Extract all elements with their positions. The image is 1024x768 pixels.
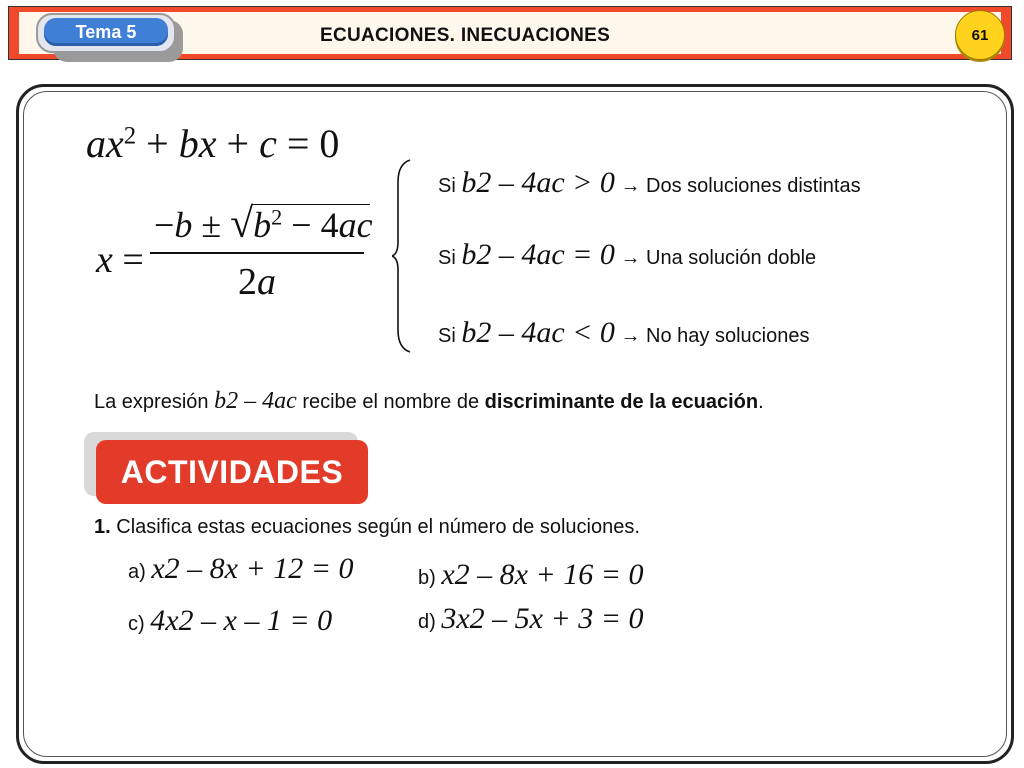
exercise-equation: 4x2 – x – 1 = 0 bbox=[150, 604, 333, 637]
general-equation: $ax^2$ + bx + c = 0 bbox=[86, 121, 340, 166]
fraction-bar bbox=[150, 252, 364, 254]
exercise-c bbox=[128, 604, 332, 638]
exercise-b bbox=[418, 558, 643, 592]
exercise-letter: b) bbox=[418, 567, 436, 589]
discriminant-middle: recibe el nombre de bbox=[302, 391, 480, 413]
exercise-equation: x2 – 8x + 16 = 0 bbox=[441, 558, 644, 591]
arrow-icon: → bbox=[620, 325, 641, 347]
tema-badge-label: Tema 5 bbox=[44, 18, 168, 46]
discriminant-expression: b2 – 4ac bbox=[214, 388, 297, 414]
case-negative bbox=[438, 316, 809, 350]
arrow-icon: → bbox=[620, 175, 641, 197]
exercise-equation: x2 – 8x + 12 = 0 bbox=[151, 552, 354, 585]
case-prefix: Si bbox=[438, 175, 456, 197]
exercise-letter: c) bbox=[128, 613, 145, 635]
case-prefix: Si bbox=[438, 247, 456, 269]
arrow-icon: → bbox=[620, 247, 641, 269]
case-result: Una solución doble bbox=[646, 247, 817, 269]
quadratic-formula bbox=[90, 200, 373, 303]
case-result: Dos soluciones distintas bbox=[646, 175, 861, 197]
exercise-letter: d) bbox=[418, 611, 436, 633]
discriminant-end: . bbox=[758, 391, 764, 413]
page-number-badge: 61 bbox=[955, 10, 1005, 60]
quadratic-lhs: x = bbox=[96, 239, 144, 281]
tema-badge bbox=[36, 13, 176, 53]
quadratic-numerator: $-b \pm √b^2 - 4ac$ bbox=[154, 201, 373, 247]
question-text: Clasifica estas ecuaciones según el número de soluciones. bbox=[116, 516, 640, 538]
case-condition: b2 – 4ac = 0 bbox=[461, 238, 615, 271]
discriminant-before: La expresión bbox=[94, 391, 209, 413]
case-prefix: Si bbox=[438, 325, 456, 347]
exercise-a bbox=[128, 552, 353, 586]
discriminant-sentence bbox=[94, 388, 764, 415]
question-number: 1. bbox=[94, 516, 111, 538]
activities-banner: ACTIVIDADES bbox=[96, 440, 368, 504]
radical-bar bbox=[252, 204, 370, 205]
quadratic-denominator: 2a bbox=[238, 261, 276, 303]
exercise-letter: a) bbox=[128, 561, 146, 583]
case-zero bbox=[438, 238, 816, 272]
case-condition: b2 – 4ac < 0 bbox=[461, 316, 615, 349]
discriminant-term: discriminante de la ecuación bbox=[484, 391, 759, 413]
case-positive bbox=[438, 166, 861, 200]
left-brace bbox=[392, 158, 412, 354]
exercise-d bbox=[418, 602, 643, 636]
page-title: ECUACIONES. INECUACIONES bbox=[320, 25, 611, 46]
exercise-equation: 3x2 – 5x + 3 = 0 bbox=[441, 602, 644, 635]
case-result: No hay soluciones bbox=[646, 325, 810, 347]
question-1 bbox=[94, 516, 640, 539]
case-condition: b2 – 4ac > 0 bbox=[461, 166, 615, 199]
